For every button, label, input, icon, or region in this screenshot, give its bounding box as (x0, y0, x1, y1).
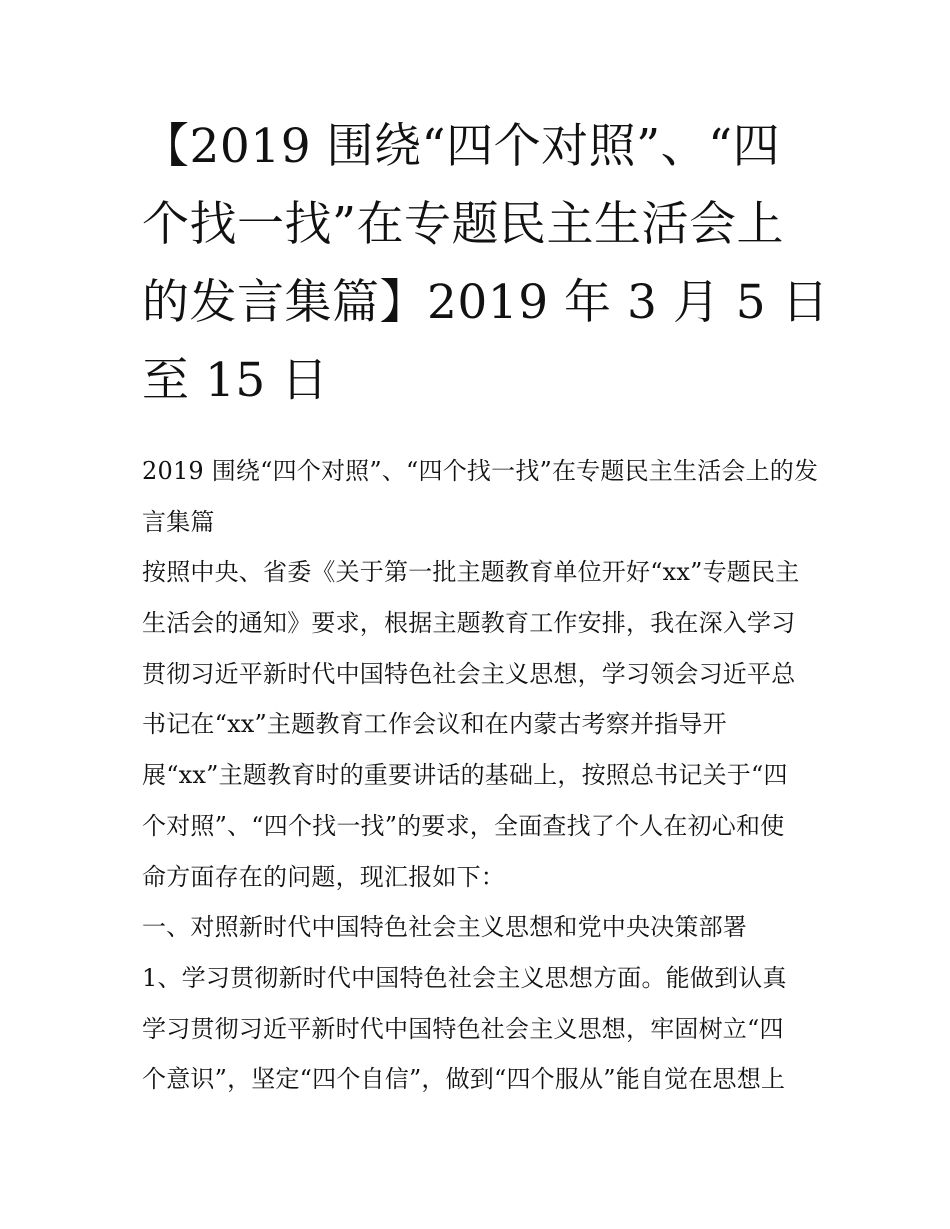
title-line: 的发言集篇】2019 年 3 月 5 日 (142, 275, 830, 330)
paragraph-line: 书记在“xx”主题教育工作会议和在内蒙古考察并指导开 (142, 710, 727, 739)
document-title (142, 118, 830, 410)
document-body (142, 446, 822, 1105)
paragraph-line: 贯彻习近平新时代中国特色社会主义思想，学习领会习近平总 (142, 659, 796, 688)
paragraph-line: 个意识”，坚定“四个自信”，做到“四个服从”能自觉在思想上 (142, 1065, 786, 1094)
title-line: 至 15 日 (142, 353, 329, 408)
subtitle-line: 言集篇 (142, 507, 215, 536)
paragraph-line: 展“xx”主题教育时的重要讲话的基础上，按照总书记关于“四 (142, 761, 788, 790)
title-line: 个找一找”在专题民主生活会上 (142, 197, 785, 252)
paragraph-line: 学习贯彻习近平新时代中国特色社会主义思想，牢固树立“四 (142, 1014, 784, 1043)
title-line: 【2019 围绕“四个对照”、“四 (142, 119, 781, 174)
paragraph-line: 命方面存在的问题，现汇报如下： (142, 862, 505, 891)
paragraph-line: 1、学习贯彻新时代中国特色社会主义思想方面。能做到认真 (142, 963, 787, 992)
document-page (142, 118, 830, 1105)
paragraph-line: 按照中央、省委《关于第一批主题教育单位开好“xx”专题民主 (142, 558, 800, 587)
subtitle-line: 2019 围绕“四个对照”、“四个找一找”在专题民主生活会上的发 (142, 457, 819, 485)
section-heading: 一、对照新时代中国特色社会主义思想和党中央决策部署 (142, 913, 747, 942)
paragraph-line: 生活会的通知》要求，根据主题教育工作安排，我在深入学习 (142, 609, 796, 638)
paragraph-line: 个对照”、“四个找一找”的要求，全面查找了个人在初心和使 (142, 811, 785, 840)
